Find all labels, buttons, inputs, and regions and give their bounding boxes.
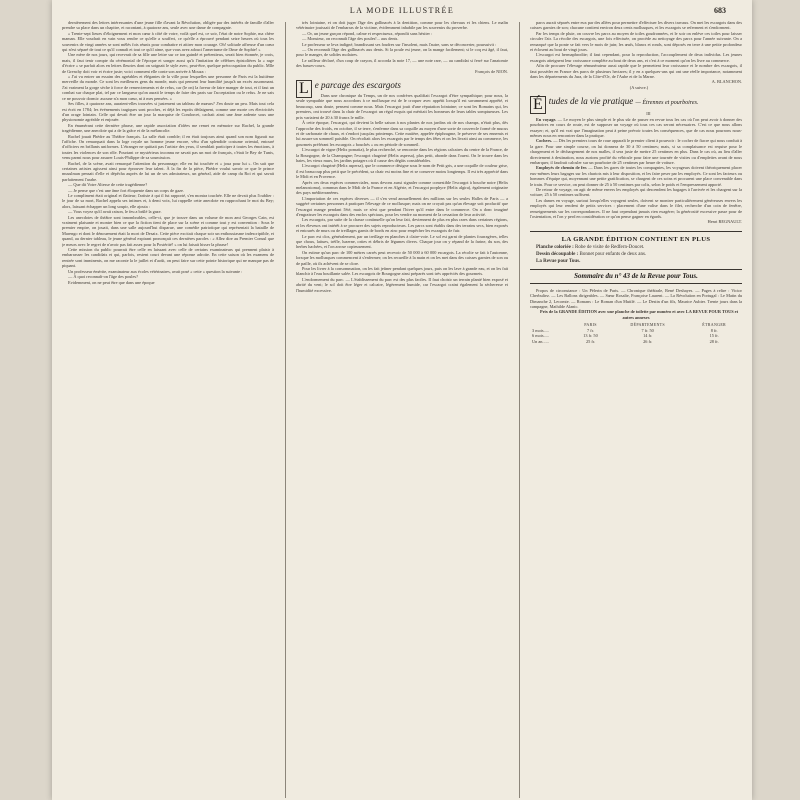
section-numeral: III [646, 111, 651, 117]
paragraph [530, 117, 742, 139]
paragraph: Les anecdotes de théâtre sont innombrables, celle-ci, que je trouve dans un volume de mon ami Georges Cain, est vraiment plaisante et montre bien ce que la fiction tient de place sur la scène et comme tout y est convention : Sous le premier empire, on jouait, dans une salle aujourd'hui disparue, une comédie patriotique qui représentait la bataille de Marengo et dont le dénouement était la mort de Desaix. Cette pièce excitait chaque soir un enthousiasme indescriptible, et quand, au dernier tableau, le jeune général expirant prononçait ces dernières paroles : « Allez dire au Premier Consul que je meurs avec le regret de n'avoir pas fait assez pour la Postérité! » on lui faisait hisser la phrase! [62, 214, 274, 247]
paragraph: — Monsieur, on reconnaît l'âge des poules!... aux dents. [302, 36, 399, 42]
article-heading-vie-pratique: É tudes de la vie pratique — Étrennes et pourboires. [530, 96, 742, 109]
paragraph: Evidemment, on ne peut être que dans une époque [68, 279, 155, 285]
paragraph: L'importation de ces espèces diverses — il s'en vend annuellement des millions sur les seules Halles de Paris — a suggéré certaines personnes à pratiquer l'élevage de ce mollusque; mais on ne croyait pas qu'un élevage soit productif que l'escargot mange pendant l'été, mais ce n'est que pendant l'hiver qu'il entre dans le commerce. On a donc imaginé d'engraisser les escargots dans des enclos spéciaux, pour les vendre au moment de la cessation de leur activité. [296, 195, 508, 217]
paragraph: Une mère de nos jours, qui recevrait de sa fille une lettre sur ce ton guindé et prétentieux, serait bien étonnée, je crois, mais, il faut tenir compte du cérémonial de l'époque et songer aussi qu'à l'imitation de célèbres épistolières la « rage d'écrire » se parfait alors en lettres fleuries dont on soignait le style avec, peut-être, quelque préoccupation du public. Mlle de Grenchy doit voir et écrire juste; voici comment elle conte son arrivée à Mouza : [62, 52, 274, 74]
paragraph [530, 165, 742, 187]
paragraph: Le railleur déclaré, d'un coup de crayon, il accorda la note 17, — une note rare, — au candidat si ferré sur l'anatomie des basses-cours. [296, 57, 508, 69]
price-column-header: DÉPARTEMENTS [630, 322, 665, 328]
price-cell: 14 fr. [643, 333, 653, 339]
price-cell: Un an...... [532, 339, 549, 345]
price-cell: 3 mois..... [532, 327, 549, 333]
price-cell: 8 fr. [710, 327, 718, 333]
grande-edition-list [530, 244, 742, 265]
paragraph: parcs aurait séparés entre eux par des allées pour permettre d'effectuer les divers travaux. On met les escargots dans des caisses garnies de son; chacune contient environ deux cents mollusques, et les escargots se referment et s'endorment. [530, 20, 742, 31]
paragraph: — Je pense que c'est une âme fort éloquente dans un corps de gaze. [68, 187, 185, 193]
vie-pratique-article-body [530, 117, 742, 220]
price-cell: 28 fr. [709, 339, 719, 345]
price-cell: 25 fr. [585, 339, 596, 345]
paragraph: Le compliment était original et flatteur; l'artiste à qui il fut rapporté, s'en montra touchée. Elle ne devait plus l'oublier : le jour de sa mort, Rachel appela ses intimes et, à demi voix, lui rappelle cette anecdote en rapprochant le mot du Bey; alors, laissant échapper un long soupir, elle ajouta : [62, 193, 274, 209]
paragraph: — Or, un jeune garçon répond, calme et respectueux, répondit sans hésiter : [302, 30, 433, 36]
paragraph-text: — Dès les premiers tours de roue apparaît le premier client à pourvoir : le cocher de fiacre qui nous conduit à la gare. Pour une simple course, on lui donnera de 30 à 50 centimes; mais, si sa complaisance est requise pour le chargement et le déchargement de nos malles, il sera juste de mettre 25 centimes en plus. Dans le cas où, au lieu d'aller directement à destination, nous aurions profité du véhicule pour faire une tournée de visites ou d'emplettes avant de nous embarquer, il faudrait calculer sur un pourboire de 25 centimes par heure de voiture. [530, 138, 742, 165]
grande-edition-item: Planche coloriée : Robe de visite de Redfern-Doucet. [536, 244, 645, 250]
to-be-continued-note: (A suivre.) [629, 84, 649, 90]
paragraph [530, 138, 742, 165]
paragraph-lead: Cochers. [536, 138, 553, 144]
grande-edition-title: LA GRANDE ÉDITION CONTIENT EN PLUS [530, 231, 742, 244]
column-2-body [296, 20, 508, 69]
paragraph: Rachel jouait Phèdre au Théâtre français. La salle était comble; il en était toujours ainsi quand son nom figurait sur l'affiche. On remarquait dans la loge royale un homme jeune encore, vêtu d'un splendide costume oriental, entouré d'officiers en brillants uniformes. L'étranger ne quittait pas l'artiste des yeux, il semblait participer à toutes les émotions, à toutes les violences de son rôle. Pourtant ce mystérieux inconnu ne savait pas un mot de français, c'était le Bey de Tunis, venu parmi nous pour assurer Louis-Philippe de sa soumission. [62, 133, 274, 161]
article-signature: A. BLANCHON. [711, 79, 742, 85]
price-cell: 26 fr. [643, 339, 653, 345]
price-table [530, 322, 742, 344]
paragraph [530, 198, 742, 220]
drop-cap: L [296, 80, 312, 98]
article-heading-escargots [296, 80, 508, 98]
paragraph: Ses filles, à quatorze ans, auraient-elles trouvées si justement un tableau de mœurs? J'en doute un peu. Mais tout cela est écrit en 1784; les événements tragiques sont proches, et déjà les esprits dédaignent, comme une morte ces électricités d'un orage lointain. Celle qui devait être un jour la marquise de Condorcet, cachait ainsi une âme ardente sous une physionomie agréable et enjouée. [62, 101, 274, 123]
price-cell: 6 mois..... [532, 333, 549, 339]
price-cell: 15 fr. [709, 333, 719, 339]
grande-edition-item: La Revue pour Tous. [536, 258, 581, 264]
paragraph: — À quoi reconnaît-on l'âge des poules? [68, 274, 138, 280]
paragraph: Par les temps de pluie, on couvre les parcs au moyen de toiles goudronnées, et le soir on enlève ces toiles pour laisser circuler l'air. La récolte des escargots, une fois effectuée, on procède au nettoyage des parcs pour l'année suivante. On a remarqué que la ponte se fait vers le mois de juin; les œufs, blancs et ronds, sont déposés en terre à une petite profondeur et éclosent au bout de vingt jours. [530, 30, 742, 53]
text-column-3 [530, 20, 742, 798]
price-cell: 7 fr. [587, 327, 594, 333]
paragraph: — Vous voyez qu'il avait raison, le feu a brûlé la gaze. [68, 209, 162, 215]
paragraph: Le professeur se leva indigné, brandissant ses foudres sur l'insolent, mais l'autre, sans se déconcerter, poursuivit : [302, 41, 497, 47]
paragraph: Pour les livrer à la consommation, on les fait jeûner pendant quelques jours, puis on les lave à grande eau, et on les fait blanchir à l'eau bouillante salée. Les escargots de Bourgogne ainsi préparés sont très appréciés des gourmets. [296, 266, 508, 277]
column-divider [285, 22, 286, 798]
page-number: 683 [714, 6, 726, 15]
article-title: tudes de la vie pratique [548, 96, 634, 107]
paragraph: On estime qu'un parc de 100 mètres carrés peut recevoir de 50 000 à 60 000 escargots. La récolte se fait à l'automne, lorsque les mollusques commencent à s'enfermer; on les recueille à la main et on les met dans des caisses garnies de son ou de paille, où ils achèvent de se clore. [296, 249, 508, 266]
paragraph: Après ces deux espèces commerciales, nous devons aussi signaler comme comestible l'escargot à bouche noire (Helix melanostoma), commun dans le Midi de la France et en Algérie, et l'escargot porphyre (Helix algira), également originaire des pays méditerranéens. [296, 179, 508, 196]
paragraph: À cette époque, l'escargot, qui devient la belle saison à nos plantes de nos jardins où de nos champs, n'était plus, dès l'approche des froids, en octobre, il se terre, s'enferme dans sa coquille au moyen d'une sorte de couvercle formé de mucus et de carbonate de chaux, et s'endort jusqu'au printemps. Cette matière, appelée épiphragme, le préserve de ses ennemis et lui assure un sommeil paisible. On récoltait alors les escargots par le temps des fêtes et on les livrait ainsi au commerce, les gourmets préférant les escargots « bouchés » ou en période de sommeil. [296, 120, 508, 147]
paragraph: — Que dit Votre Altesse de cette tragédienne? [68, 182, 148, 188]
price-cell: 13 fr. 50 [583, 333, 598, 339]
article-signature: François de NION. [475, 68, 508, 74]
price-title: Prix de la GRANDE ÉDITION avec une planche de toilette par numéro et avec LA REVUE POUR TOUS et autres annexes [539, 309, 739, 320]
paragraph: L'endormement du parc. — L'établissement du parc est des plus faciles. Il faut choisir un terrain planté bien exposé et abrité du vent; le sol doit être léger et calcaire, légèrement humide, car l'escargot craint également la sécheresse et l'humidité excessive. [296, 276, 508, 293]
article-title: e parcage des escargots [314, 80, 401, 91]
price-column-header: PARIS [584, 322, 597, 328]
paragraph: Cette mission du public pourrait être celle en laissant avec celle de certains examinateurs qui prennent plaisir à embarrasser les candidats et qui, parfois, restent court devant une réponse adroite. En cette saison où les examens de rentrée sont imminents, on me raconte la le juillet et d'août, on peut faire sur cette pointe historique qui ne manque pas de piquant. [62, 247, 274, 269]
paragraph: En énumérant cette dernière phrase, une rapide association d'idées me remet en mémoire sur Rachel, la grande tragédienne, une anecdote qui a de la grâce et de la mélancolie. [62, 122, 274, 134]
column-3-body [530, 20, 742, 79]
price-cell: 7 fr. 50 [641, 327, 654, 333]
paragraph: Dans une chronique du Temps, un de nos confrères qualifiait l'escargot d'être sympathique; pour nous, la seule sympathie que nous accordons à ce mollusque est de le croquer avec appétit lorsqu'il est savamment apprêté, et beaucoup, sans doute, pensent comme nous. Mais l'escargot jouit d'une réputation lointaine; ce sont les Romains qui, les premiers, ont trouvé dans la chair de l'escargot un régal exquis qui méritait les honneurs de leurs tables somptueuses. Les prix variaient de 20 à 30 francs le mille. [296, 93, 508, 120]
paragraph: très lointaine, et on doit juger l'âge des gallinacés à la dentition, comme pour les chevaux et les chiens. Le malin vétérinaire jouissait de l'embarras de la victime, évidemment inhabile par les souvenirs du proverbe. [296, 20, 508, 31]
paragraph-lead: En voyage. [536, 116, 557, 122]
paragraph: Les escargots, par suite de la chasse continuelle qu'on leur fait, deviennent de plus en plus rares dans certaines régions, et les éleveurs ont intérêt à se procurer des sujets reproducteurs. Les parcs sont établis dans des terrains secs, bien exposés et entourés de murs ou de treillages garnis de bords en zinc pour empêcher les escargots de fuir. [296, 217, 508, 234]
text-column-1 [62, 20, 274, 798]
paragraph: dernièrement des lettres intéressantes d'une jeune fille d'avant la Révolution, obligée par des intérêts de famille d'aller prendre sa place dans un chapitre, et racontant, à quatorze ans, seule avec une dame de compagnie. [62, 20, 274, 31]
article-signature: Henri REGNAULT. [707, 219, 742, 225]
paragraph: L'escargot chagriné (Helix aspersa), que le commerce désigne sous le nom de Petit gris, a une coquille de couleur grise, il est beaucoup plus petit que le précédent, sa chair est moins fine et se conserve moins longtemps. Il est très apprécié dans le Midi et en Provence. [296, 163, 508, 180]
paragraph-lead: Employés de chemin de fer. [536, 165, 587, 171]
price-column-header: ÉTRANGER [702, 322, 727, 328]
sommaire-title: Sommaire du n° 43 de la Revue pour Tous. [530, 269, 742, 284]
paragraph: « Trente-sept lieues d'éloignement et mon cœur à côté de votre, voilà quel est, ce soir, l'état de notre Sophie, ma chère maman. Elle voudrait en vain vous rendre ce qu'elle a souffert, ce qu'elle a éprouvé pendant seize heures où tous les souvenirs de vingt années se sont mêlés fois réunis pour combattre et attirer mon courage. Oh! solitude affreuse d'un cœur qui n'est séparé de tout ce qu'il connaît et tout ce qu'il aime, que vous avez adouci l'amertume de l'âme de Sophie! » [62, 30, 274, 53]
paragraph: Rachel, de la scène, avait remarqué l'attention du personnage; elle en fut touchée et « joua pour lui ». On sait que certaines artistes agissent ainsi pour éprouver leur talent. À la fin de la pièce, Phèdre voulut savoir ce que le prince musulman pensait d'elle et dépêcha auprès de lui un de ses admirateurs, un général, aide de camp du Roi et qui savait parfaitement l'arabe. [62, 160, 274, 182]
page-header [52, 6, 752, 20]
paragraph: Afin de procurer l'élevage rémunérateur aussi rapide que le permettent leur croissance et le nombre des escargots, il faut posséder en France des parcs de plusieurs hectares; il y en a quelques-uns qui ont une réelle importance, notamment dans les départements du Jura, de la Côte-d'Or, de l'Aube et de la Marne. [530, 63, 742, 80]
paragraph-text: De retour de voyage, on agit de même envers les employés qui descendent les bagages à l'arrivée et les chargent sur la voiture; 25 à 50 centimes suffisent. [530, 186, 742, 198]
paragraph: « J'ai vu entrer un essaim des agréables et élégantes de la ville pour lesquelles une personne de Paris est la huitième merveille du monde. Ce sont les meilleures gens du monde, mais qui pensent leur humilité jusqu'à un excès assommant. J'ai vraiment la gorge sèche à force de remerciements et de refus, car (le on) la faveur de faire manger de tout, et il faut un combat sur chaque plat, tel par ce langueur qu'on aurait le temps de faire des paris sur l'acceptation ou le refus. Je ne sais ce ne pouvoir dormir: aucune n'a mon cœur, ni à mes pensées. » [62, 74, 274, 101]
paragraph: L'escargot est hermaphrodite; il faut cependant, pour la reproduction, l'accouplement de deux individus. Les jeunes escargots atteignent leur croissance complète au bout de deux ans, et c'est à ce moment qu'on les livre au commerce. [530, 52, 742, 63]
column-1-body [62, 20, 274, 285]
paragraph: — On reconnaît l'âge des gallinacés aux dents. Si la poule est jeune, on la mange facilement; si le coq est âgé, il faut, pour le manger, de solides molaires. [296, 47, 508, 58]
escargots-article-body [296, 93, 508, 293]
paragraph: Un professeur émérite, examinateur aux écoles vétérinaires, avait posé « cette » question la suivante : [68, 268, 243, 274]
paragraph-text: — Le moyen le plus simple et le plus sûr de passer en revue tous les cas où l'on peut avoir à donner des pourboires en cours de route, est de supposer un voyage où tous ces cas seront nécessaires. C'est ce que nous allons essayer; et, qu'il est vrai que l'imagination peut à peine prévoir toutes les conséquences, que de cas nous pourrons nous-mêmes nous en rencontrer dans la pratique. [530, 116, 742, 138]
drop-cap: É [530, 96, 546, 114]
magazine-title: LA MODE ILLUSTRÉE [349, 6, 455, 15]
paragraph-text: — Dans les gares de toutes les compagnies, les voyageurs doivent théoriquement placer eux-mêmes leurs bagages sur les chariots mis à leur disposition, et les faire peser par les employés. Ce sont les facteurs ou hommes d'équipe qui, moyennant une petite gratification, se chargent de ces soins et procurent une place convenable dans le train. Pour ce service, on peut donner de 25 à 50 centimes par colis, selon le poids et l'empressement apporté. [530, 165, 742, 187]
magazine-page [52, 0, 752, 800]
paragraph: Le parc est clos, généralement, par un treillage en planches à claire-voie. Le sol est garni de plantes fourragères, telles que choux, laitues, trèfle, luzerne, orties et débris de légumes divers. Chaque jour on y répand de la farine, du son, des herbes hachées, et l'on arrose copieusement. [296, 233, 508, 250]
sommaire-text: Propos de circonstance : Un Pèlerin de Paris. — Chronique théâtrale, René Deshayes. — Pages à relire : Victor Cherbuliez. — Les Ballons dirigeables. — Sœur Rosalie, Françoise Laurent. — La Révolution en Portugal : Le Matin du Dimanche 2, Lecomte. — Romans : Le Roman d'un Mutilé. — Le Destin d'un fils, Maurice Aubier. Trente jours dans la campagne, Mathilde Alanic. [530, 287, 742, 310]
text-column-2 [296, 20, 508, 798]
paragraph: L'escargot de vigne (Helix pomatia), le plus recherché, se rencontre dans les régions calcaires du centre de la France, de la Bourgogne, de la Champagne; l'escargot chagriné (Helix aspersa), plus petit, abonde dans l'ouest. On le trouve dans les haies, les vieux murs, les jardins potagers où il cause des dégâts considérables. [296, 147, 508, 163]
article-subtitle: Étrennes et pourboires. [642, 100, 699, 107]
column-divider [519, 22, 520, 798]
price-table-body [530, 328, 742, 345]
paragraph [530, 187, 742, 198]
price-row [530, 339, 742, 345]
grande-edition-item: Dessin découpable : Bonnet pour enfants de deux ans. [536, 251, 647, 257]
paragraph-text: Les dames en voyage, surtout lorsqu'elles voyagent seules, doivent se montrer particulièrement généreuses envers les employés qui leur rendent de petits services : placement d'une valise dans le filet, recherche d'un coin de fenêtre, renseignements sur les correspondances. Il ne faut cependant jamais rien exagérer; la générosité excessive passe pour de l'ostentation, et l'on y perd en considération ce qu'on pense gagner en égards. [530, 197, 742, 219]
